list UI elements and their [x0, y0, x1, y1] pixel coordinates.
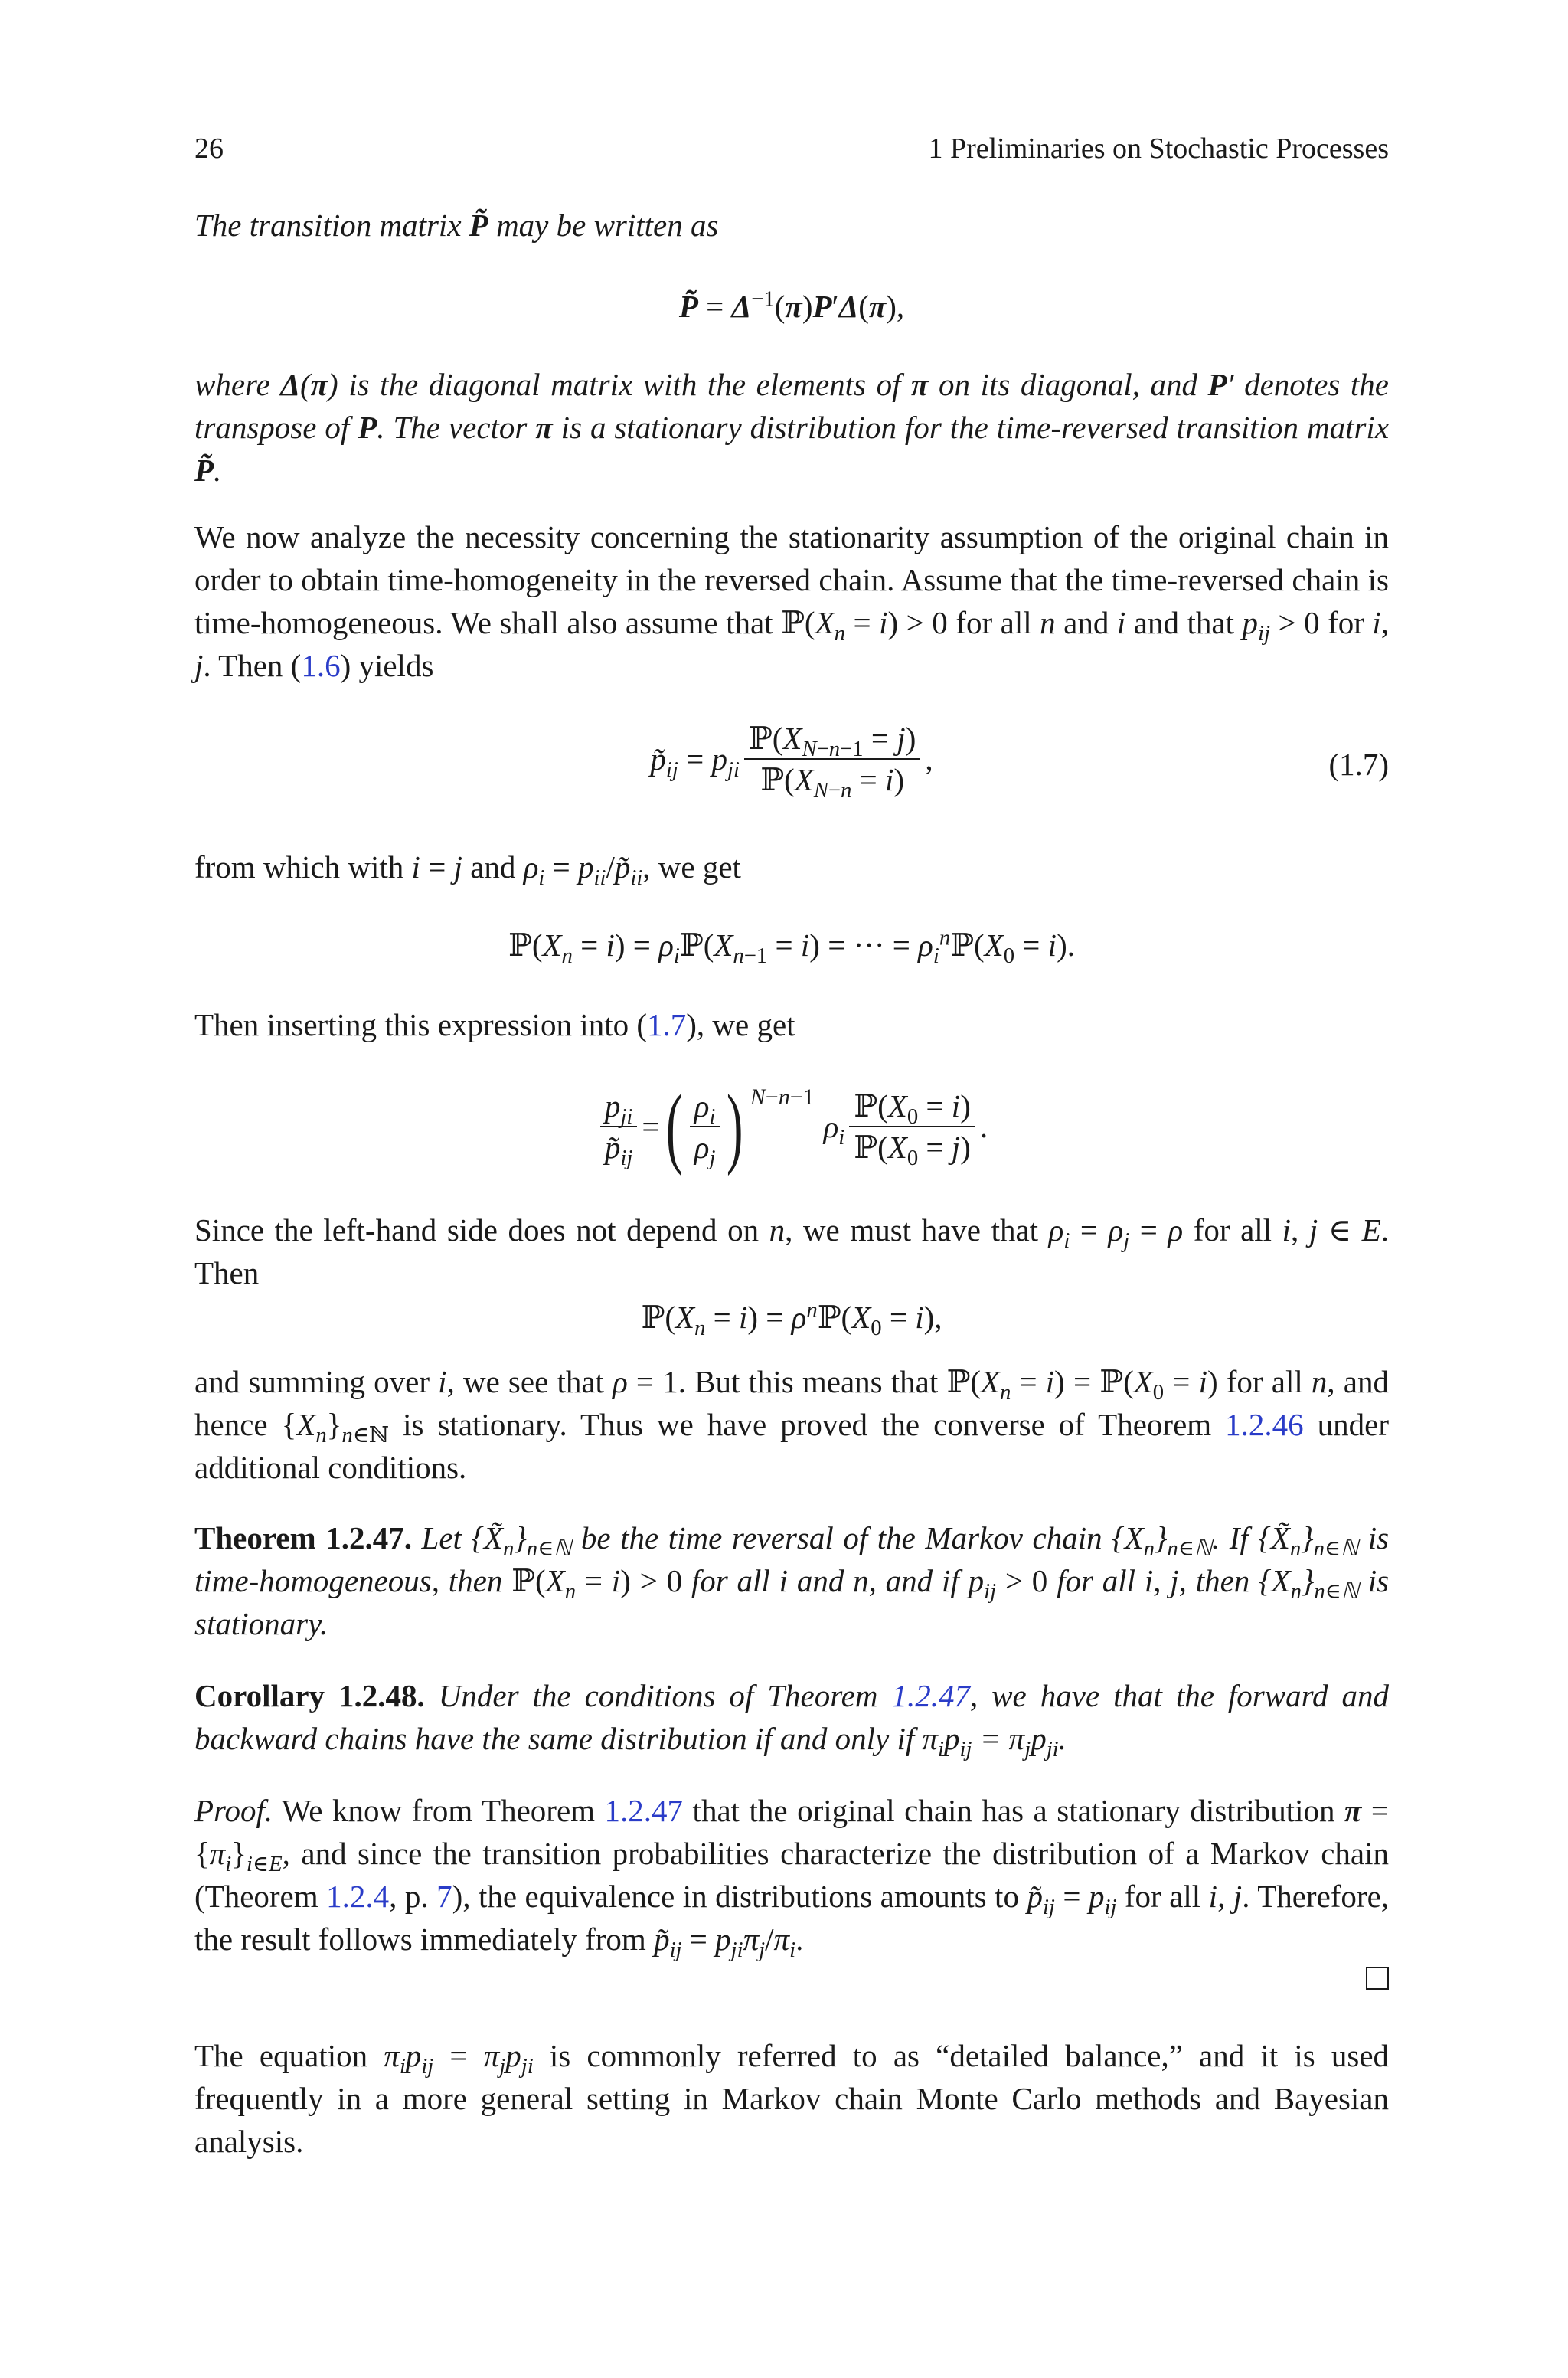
theorem-1-2-47: Theorem 1.2.47. Let $\{X̃_n\}_{n\in ℕ}$ be the time reversal of the Markov chain $\{X_n\}_{n\in ℕ}$. If $\{X̃_n\}_{n\in ℕ}$ is time-homogeneous, then $ℙ(X_n = i) > 0$ for all i and n, and if $p_{ij} > 0$ for all i, j, then $\{X_n\}_{n\in ℕ}$ is stationary.: [194, 1520, 1390, 1641]
running-head: [194, 127, 1389, 170]
paragraph-necessity: We now analyze the necessity concerning the stationarity assumption of the original chain in order to obtain time-homogeneity in the reversed chain. Assume that the time-reversed chain is time-homogeneous. We shall also assume that $ℙ(X_n = i) > 0$ for all n and i and that $p_{ij} > 0$ for i, j. Then (1.6) yields: [194, 519, 1390, 683]
page-number: 26: [194, 132, 224, 165]
proof-paragraph: Proof. We know from Theorem 1.2.47 that the original chain has a stationary distribution $\pi = \{\pi_i\}_{i\in E}$, and since the transition probabilities characterize the distribution of a Markov chain (Theorem 1.2.4, p. 7), the equivalence in distributions amounts to $p̃_{ij} = p_{ij}$ for all i, j. Therefore, the result follows immediately from $p̃_{ij} = p_{ji}\pi_j/\pi_i$.: [194, 1793, 1390, 1963]
paragraph-summing: and summing over i, we see that ρ = 1. But this means that $ℙ(X_n = i)$ = $ℙ(X_0 = i)$ for all n, and hence $\{X_n\}_{n\in ℕ}$ is stationary. Thus we have proved the converse of Theorem 1.2.46 under additional conditions.: [194, 1364, 1390, 1485]
qed-symbol: [1366, 1967, 1389, 1990]
ref-1-2-4[interactable]: 1.2.4: [326, 1879, 390, 1914]
equation-chain: $ℙ(X_n = i)$ = $\rho_iℙ(X_{n-1} = i)$ = ··· = $\rho_i^nℙ(X_0 = i)$.: [508, 925, 1075, 969]
equation-number: (1.7): [1328, 747, 1389, 782]
ref-1-2-46[interactable]: 1.2.46: [1225, 1407, 1304, 1442]
equation-ratio: $\frac{p_{ji}}{p̃_{ij}}$ =( $\frac{\rho_i}{\rho_j}$ ) $N-n-1\rho_i$ $\frac{ℙ(X_0 = i)}{ℙ(X_0 = j)}$ .: [194, 1081, 1389, 1181]
paragraph-then-inserting: Then inserting this expression into (1.7), we get: [194, 1007, 795, 1042]
paragraph-detailed-balance: The equation $\pi_ip_{ij} = \pi_jp_{ji}$ is commonly referred to as “detailed balance,” and it is used frequently in a more general setting in Markov chain Monte Carlo methods and Bayesian analysis.: [194, 2038, 1390, 2159]
chapter-title: 1 Preliminaries on Stochastic Processes: [928, 132, 1389, 165]
ref-1-2-47-proof[interactable]: 1.2.47: [604, 1793, 684, 1828]
where-paragraph: where Δ(π) is the diagonal matrix with the elements of π on its diagonal, and P′ denotes the transpose of P. The vector π is a stationary distribution for the time-reversed transition matrix P̃.: [194, 367, 1390, 488]
corollary-label: Corollary 1.2.48.: [194, 1678, 425, 1713]
paragraph-from-which: from which with i = j and $\rho_i$ = $p_{ii}/p̃_{ii}$, we get: [194, 849, 741, 891]
proof-label: Proof.: [194, 1793, 273, 1828]
equation-rho-n: $ℙ(X_n = i)$ = $\rho^nℙ(X_0 = i)$,: [641, 1297, 942, 1341]
equation-1-7: $p̃_{ij} = p_{ji}$ $\frac{ℙ(X_{N-n-1} = j)}{ℙ(X_{N-n} = i)}$ , (1.7): [194, 718, 1389, 810]
ref-1-2-47-corollary[interactable]: 1.2.47: [891, 1678, 970, 1713]
corollary-1-2-48: Corollary 1.2.48. Under the conditions of Theorem 1.2.47, we have that the forward and backward chains have the same distribution if and only if $\pi_ip_{ij} = \pi_jp_{ji}$.: [194, 1678, 1390, 1762]
theorem-label: Theorem 1.2.47.: [194, 1520, 412, 1555]
paragraph-since: Since the left-hand side does not depend on n, we must have that $\rho_i = \rho_j = \rho$ for all i, j ∈ E. Then: [194, 1212, 1390, 1290]
page: [194, 0, 1389, 2378]
ref-page-7[interactable]: 7: [436, 1879, 452, 1914]
equation-ptilde: P̃ = $\Delta^{-1}(\pi)P'\Delta(\pi)$,: [678, 286, 905, 324]
intro-line: The transition matrix P̃ may be written as: [194, 208, 719, 243]
ref-1-7[interactable]: 1.7: [647, 1007, 687, 1042]
ref-1-6[interactable]: 1.6: [301, 648, 341, 683]
